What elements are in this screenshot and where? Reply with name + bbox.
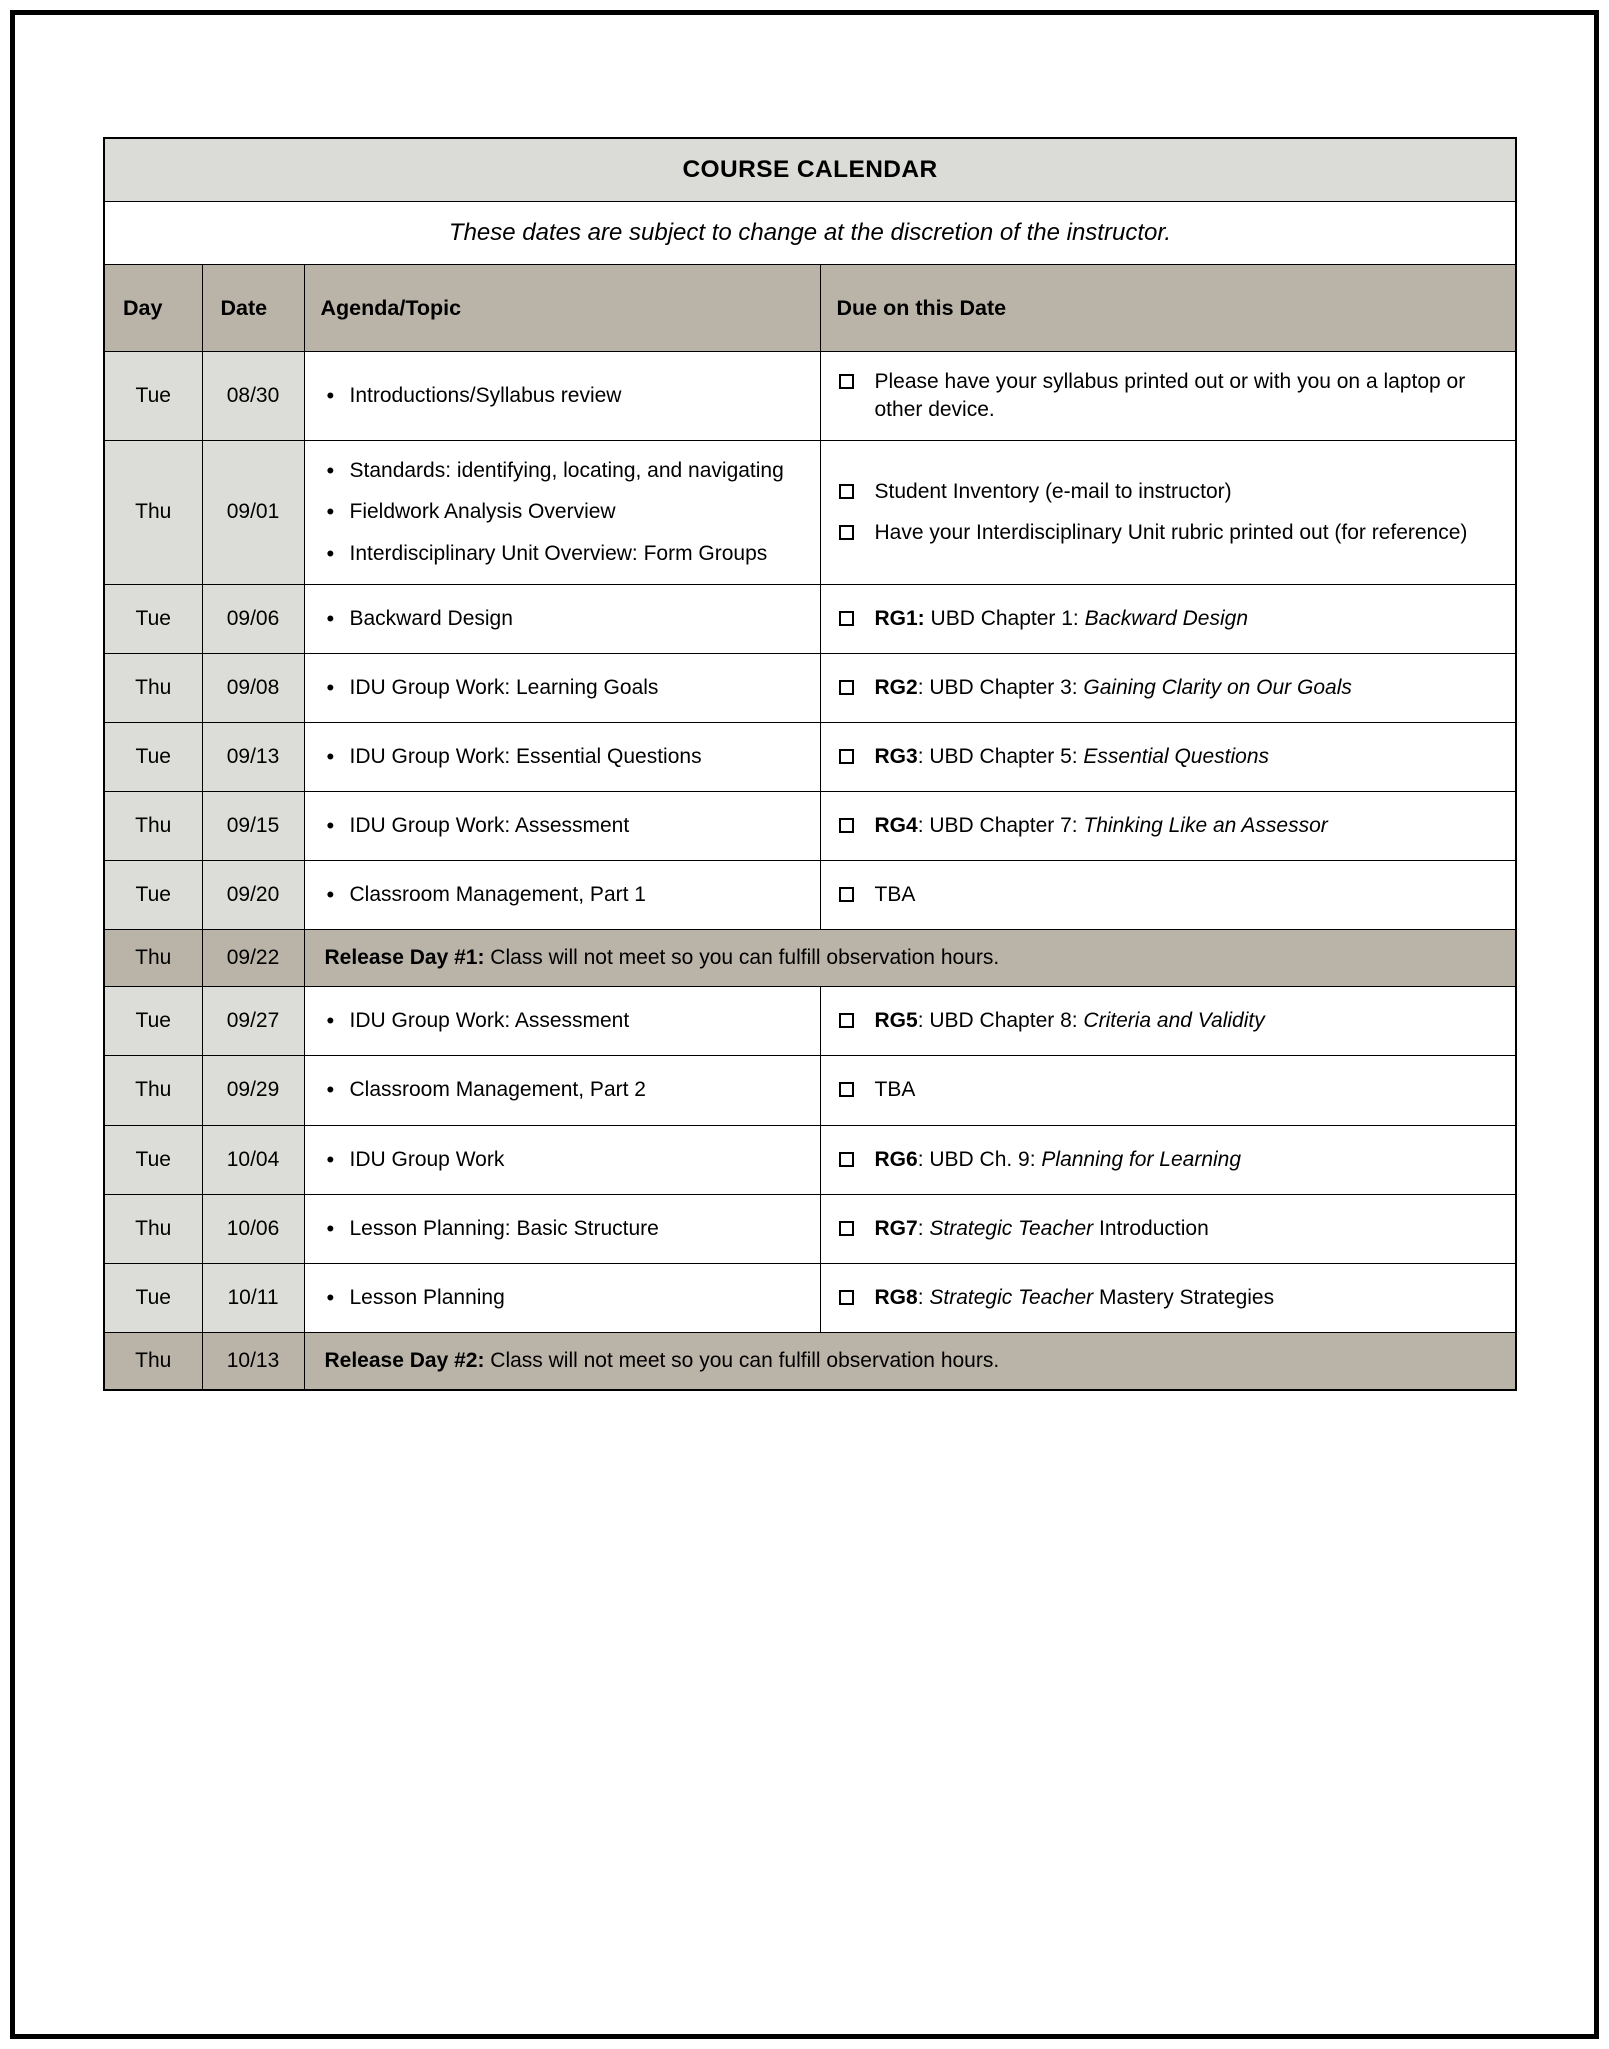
agenda-bullet-list bbox=[323, 674, 806, 702]
table-row bbox=[104, 792, 1516, 861]
column-header-topic: Agenda/Topic bbox=[304, 265, 820, 352]
agenda-bullet-list bbox=[323, 382, 806, 410]
cell-due-items bbox=[820, 653, 1516, 722]
table-row bbox=[104, 352, 1516, 441]
cell-agenda-topic bbox=[304, 722, 820, 791]
italic-run: Backward Design bbox=[1084, 606, 1248, 630]
cell-agenda-topic bbox=[304, 987, 820, 1056]
due-checkbox-list bbox=[837, 812, 1502, 840]
text-run: : UBD Chapter 8: bbox=[917, 1009, 1084, 1033]
cell-agenda-topic bbox=[304, 792, 820, 861]
empty-checkbox-icon[interactable] bbox=[837, 1146, 1502, 1174]
text-run: Class will not meet so you can fulfill observation hours. bbox=[484, 946, 1000, 970]
cell-date: 09/20 bbox=[202, 861, 304, 930]
agenda-bullet-item: • IDU Group Work: Assessment bbox=[323, 1007, 806, 1035]
cell-date: 10/06 bbox=[202, 1194, 304, 1263]
due-checkbox-list bbox=[837, 1076, 1502, 1104]
cell-due-items bbox=[820, 987, 1516, 1056]
bold-run: RG4 bbox=[874, 814, 918, 837]
bold-run: RG6 bbox=[874, 1147, 918, 1171]
empty-checkbox-icon[interactable] bbox=[837, 881, 1502, 909]
italic-run: Strategic Teacher bbox=[929, 1285, 1094, 1309]
course-calendar-table bbox=[103, 137, 1517, 1391]
cell-day: Thu bbox=[104, 653, 202, 722]
empty-checkbox-icon[interactable] bbox=[837, 812, 1502, 840]
bold-run: RG7 bbox=[874, 1216, 918, 1240]
cell-date: 10/13 bbox=[202, 1332, 304, 1390]
agenda-bullet-item: • IDU Group Work bbox=[323, 1146, 806, 1174]
due-checkbox-list bbox=[837, 1146, 1502, 1174]
table-row bbox=[104, 987, 1516, 1056]
text-run: : bbox=[917, 1285, 930, 1309]
empty-checkbox-icon[interactable] bbox=[837, 519, 1502, 547]
column-header-date: Date bbox=[202, 265, 304, 352]
text-run: : bbox=[917, 1216, 930, 1240]
due-checkbox-list bbox=[837, 881, 1502, 909]
agenda-bullet-list bbox=[323, 1215, 806, 1243]
empty-checkbox-icon[interactable] bbox=[837, 605, 1502, 633]
empty-checkbox-icon[interactable] bbox=[837, 1007, 1502, 1035]
cell-agenda-topic bbox=[304, 352, 820, 441]
page-title: COURSE CALENDAR bbox=[104, 138, 1516, 202]
cell-date: 09/29 bbox=[202, 1056, 304, 1125]
cell-agenda-topic bbox=[304, 1125, 820, 1194]
empty-checkbox-icon[interactable] bbox=[837, 743, 1502, 771]
disclaimer-row bbox=[104, 202, 1516, 265]
agenda-bullet-list bbox=[323, 605, 806, 633]
cell-release-note bbox=[304, 930, 1516, 987]
page-border bbox=[10, 10, 1599, 2039]
cell-date: 09/01 bbox=[202, 441, 304, 584]
text-run: TBA bbox=[874, 1078, 916, 1102]
text-run: Student Inventory (e-mail to instructor) bbox=[874, 479, 1232, 503]
calendar-body bbox=[104, 138, 1516, 1390]
agenda-bullet-item: • IDU Group Work: Assessment bbox=[323, 812, 806, 840]
bold-run: RG5 bbox=[874, 1009, 918, 1033]
column-header-due: Due on this Date bbox=[820, 265, 1516, 352]
cell-agenda-topic bbox=[304, 1194, 820, 1263]
cell-day: Tue bbox=[104, 861, 202, 930]
agenda-bullet-list bbox=[323, 1007, 806, 1035]
cell-date: 09/08 bbox=[202, 653, 304, 722]
table-row bbox=[104, 441, 1516, 584]
cell-date: 10/04 bbox=[202, 1125, 304, 1194]
text-run: : UBD Chapter 3: bbox=[917, 675, 1084, 699]
bold-run: Release Day #2: bbox=[324, 1348, 485, 1372]
cell-day: Tue bbox=[104, 1263, 202, 1332]
table-row bbox=[104, 1056, 1516, 1125]
agenda-bullet-list bbox=[323, 1284, 806, 1312]
cell-agenda-topic bbox=[304, 653, 820, 722]
due-checkbox-list bbox=[837, 1215, 1502, 1243]
agenda-bullet-item: • Standards: identifying, locating, and navigating bbox=[323, 457, 806, 485]
cell-release-note bbox=[304, 1332, 1516, 1390]
cell-date: 10/11 bbox=[202, 1263, 304, 1332]
agenda-bullet-list bbox=[323, 881, 806, 909]
cell-date: 09/22 bbox=[202, 930, 304, 987]
table-row bbox=[104, 1263, 1516, 1332]
release-day-row bbox=[104, 930, 1516, 987]
release-day-row bbox=[104, 1332, 1516, 1390]
text-run: TBA bbox=[874, 883, 916, 907]
italic-run: Thinking Like an Assessor bbox=[1083, 814, 1328, 837]
due-checkbox-list bbox=[837, 1284, 1502, 1312]
cell-due-items bbox=[820, 1194, 1516, 1263]
cell-day: Thu bbox=[104, 441, 202, 584]
italic-run: Planning for Learning bbox=[1041, 1147, 1242, 1171]
cell-date: 09/15 bbox=[202, 792, 304, 861]
text-run: Class will not meet so you can fulfill observation hours. bbox=[484, 1348, 1000, 1372]
italic-run: Strategic Teacher bbox=[929, 1216, 1094, 1240]
cell-due-items bbox=[820, 352, 1516, 441]
agenda-bullet-item: • Interdisciplinary Unit Overview: Form Groups bbox=[323, 540, 806, 568]
header-row bbox=[104, 265, 1516, 352]
due-checkbox-list bbox=[837, 1007, 1502, 1035]
cell-day: Thu bbox=[104, 1332, 202, 1390]
cell-date: 09/06 bbox=[202, 584, 304, 653]
table-row bbox=[104, 1194, 1516, 1263]
agenda-bullet-item: • Classroom Management, Part 1 bbox=[323, 881, 806, 909]
table-row bbox=[104, 584, 1516, 653]
bold-run: Release Day #1: bbox=[324, 946, 485, 970]
italic-run: Criteria and Validity bbox=[1083, 1009, 1265, 1033]
bold-run: RG1: bbox=[874, 606, 925, 630]
cell-agenda-topic bbox=[304, 861, 820, 930]
text-run: Mastery Strategies bbox=[1093, 1285, 1275, 1309]
cell-due-items bbox=[820, 1263, 1516, 1332]
cell-day: Thu bbox=[104, 1194, 202, 1263]
empty-checkbox-icon[interactable] bbox=[837, 1215, 1502, 1243]
bold-run: RG8 bbox=[874, 1285, 918, 1309]
cell-agenda-topic bbox=[304, 1056, 820, 1125]
bold-run: RG2 bbox=[874, 675, 918, 699]
cell-agenda-topic bbox=[304, 584, 820, 653]
agenda-bullet-item: • Introductions/Syllabus review bbox=[323, 382, 806, 410]
due-checkbox-list bbox=[837, 368, 1502, 424]
cell-day: Tue bbox=[104, 584, 202, 653]
cell-due-items bbox=[820, 792, 1516, 861]
agenda-bullet-item: • Fieldwork Analysis Overview bbox=[323, 498, 806, 526]
table-row bbox=[104, 861, 1516, 930]
cell-day: Tue bbox=[104, 722, 202, 791]
agenda-bullet-list bbox=[323, 457, 806, 567]
due-checkbox-list bbox=[837, 478, 1502, 547]
agenda-bullet-list bbox=[323, 812, 806, 840]
cell-day: Tue bbox=[104, 987, 202, 1056]
agenda-bullet-item: • Backward Design bbox=[323, 605, 806, 633]
cell-day: Tue bbox=[104, 1125, 202, 1194]
cell-agenda-topic bbox=[304, 1263, 820, 1332]
cell-date: 09/13 bbox=[202, 722, 304, 791]
cell-date: 08/30 bbox=[202, 352, 304, 441]
agenda-bullet-item: • Lesson Planning: Basic Structure bbox=[323, 1215, 806, 1243]
due-checkbox-list bbox=[837, 743, 1502, 771]
cell-day: Thu bbox=[104, 1056, 202, 1125]
cell-day: Tue bbox=[104, 352, 202, 441]
due-checkbox-list bbox=[837, 605, 1502, 633]
agenda-bullet-item: • IDU Group Work: Essential Questions bbox=[323, 743, 806, 771]
column-header-day: Day bbox=[104, 265, 202, 352]
italic-run: Gaining Clarity on Our Goals bbox=[1083, 675, 1352, 699]
cell-due-items bbox=[820, 1125, 1516, 1194]
empty-checkbox-icon[interactable] bbox=[837, 368, 1502, 424]
cell-day: Thu bbox=[104, 792, 202, 861]
cell-due-items bbox=[820, 1056, 1516, 1125]
italic-run: Essential Questions bbox=[1083, 744, 1270, 768]
text-run: Have your Interdisciplinary Unit rubric printed out (for reference) bbox=[874, 520, 1468, 544]
agenda-bullet-item: • Classroom Management, Part 2 bbox=[323, 1076, 806, 1104]
title-row bbox=[104, 138, 1516, 202]
agenda-bullet-item: • Lesson Planning bbox=[323, 1284, 806, 1312]
empty-checkbox-icon[interactable] bbox=[837, 1076, 1502, 1104]
course-calendar-sheet bbox=[103, 137, 1515, 1391]
text-run: UBD Chapter 1: bbox=[924, 606, 1085, 630]
table-row bbox=[104, 722, 1516, 791]
table-row bbox=[104, 653, 1516, 722]
agenda-bullet-list bbox=[323, 1076, 806, 1104]
empty-checkbox-icon[interactable] bbox=[837, 1284, 1502, 1312]
text-run: : UBD Ch. 9: bbox=[917, 1147, 1042, 1171]
agenda-bullet-list bbox=[323, 743, 806, 771]
cell-day: Thu bbox=[104, 930, 202, 987]
table-row bbox=[104, 1125, 1516, 1194]
text-run: Please have your syllabus printed out or with you on a laptop or other device. bbox=[874, 370, 1466, 422]
cell-due-items bbox=[820, 722, 1516, 791]
cell-due-items bbox=[820, 861, 1516, 930]
bold-run: RG3 bbox=[874, 744, 918, 768]
text-run: : UBD Chapter 5: bbox=[917, 744, 1084, 768]
empty-checkbox-icon[interactable] bbox=[837, 674, 1502, 702]
cell-date: 09/27 bbox=[202, 987, 304, 1056]
text-run: Introduction bbox=[1093, 1216, 1209, 1240]
cell-agenda-topic bbox=[304, 441, 820, 584]
due-checkbox-list bbox=[837, 674, 1502, 702]
empty-checkbox-icon[interactable] bbox=[837, 478, 1502, 506]
cell-due-items bbox=[820, 584, 1516, 653]
agenda-bullet-list bbox=[323, 1146, 806, 1174]
cell-due-items bbox=[820, 441, 1516, 584]
text-run: : UBD Chapter 7: bbox=[917, 814, 1084, 837]
disclaimer-text: These dates are subject to change at the discretion of the instructor. bbox=[104, 202, 1516, 265]
agenda-bullet-item: • IDU Group Work: Learning Goals bbox=[323, 674, 806, 702]
